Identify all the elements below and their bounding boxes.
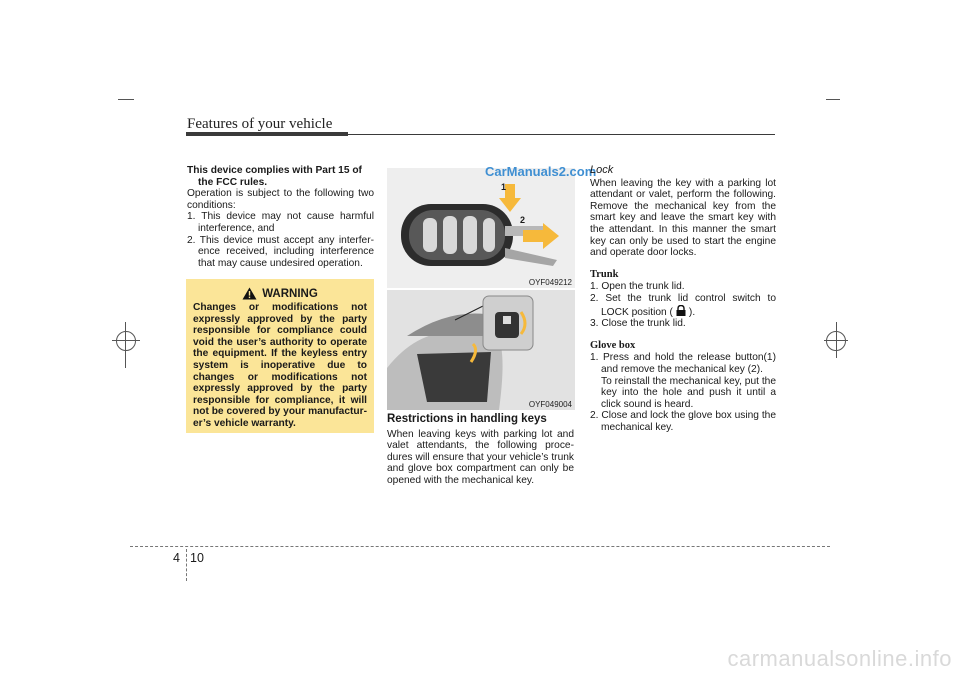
- section-heading: Restrictions in handling keys: [387, 413, 547, 425]
- crop-mark-top-right: [826, 99, 840, 100]
- trunk-step-3: 3. Close the trunk lid.: [590, 318, 686, 330]
- section-text: When leaving keys with parking lot and valet attendants, the following proce-dures will ensure that your vehicle’s trunk and glove box compartment can only be opened with the mechanical key.: [387, 428, 574, 486]
- page-number: 10: [190, 551, 204, 565]
- warning-box: [186, 279, 374, 433]
- fcc-statement-line1: This device complies with Part 15 of: [187, 165, 362, 176]
- header-rule: [186, 132, 348, 136]
- lock-heading: Lock: [590, 164, 614, 176]
- smart-key-figure: [387, 168, 575, 288]
- trunk-heading: Trunk: [590, 268, 619, 280]
- figure-code: OYF049004: [528, 400, 572, 409]
- footer-watermark: carmanualsonline.info: [727, 646, 952, 671]
- warning-header: [193, 287, 367, 300]
- reg-mark-left-circle: [116, 331, 136, 351]
- site-watermark: CarManuals2.com: [485, 164, 597, 179]
- glove-box-heading: Glove box: [590, 339, 636, 351]
- figure-callout-2: 2: [520, 215, 526, 225]
- trunk-figure: [387, 290, 575, 410]
- warning-text: Changes or modifications not expressly approved by the party responsible for compliance could void the user’s authority to operate the equipment. If the keyless entry system is inoperative due to changes or modifications not expressly approved by the party responsible for compliance, it will not be covered by your manufactur-er’s vehicle warranty.: [193, 302, 367, 429]
- smart-key-illustration: [387, 168, 575, 288]
- reg-mark-right-circle: [826, 331, 846, 351]
- warning-title: WARNING: [262, 287, 318, 300]
- trunk-illustration: [387, 290, 575, 410]
- column-right: [590, 165, 776, 433]
- glove-step-1: 1. Press and hold the release button(1) and remove the mechanical key (2).: [590, 352, 776, 375]
- fcc-statement-line2: the FCC rules.: [198, 176, 268, 188]
- footer-divider: [186, 549, 187, 581]
- fcc-condition-2: 2. This device must accept any interfer-ence received, including interference that may cause undesired operation.: [187, 234, 374, 269]
- lock-icon: [675, 305, 687, 316]
- lock-text: When leaving the key with a parking lot attendant or valet, perform the following. Remove the mechanical key from the smart key and leave the smart key with the attendant. In this manner the smart key can only be used to start the engine and operate door locks.: [590, 177, 776, 259]
- section-number: 4: [173, 551, 180, 565]
- footer-rule: [130, 546, 830, 547]
- fcc-condition-1: 1. This device may not cause harmful interference, and: [187, 211, 374, 234]
- column-middle: [387, 414, 574, 487]
- figure-callout-1: 1: [501, 182, 507, 192]
- glove-step-1-note: To reinstall the mechanical key, put the key into the hole and push it until a click sound is heard.: [601, 375, 776, 410]
- trunk-step-1: 1. Open the trunk lid.: [590, 281, 685, 293]
- page-header-title: Features of your vehicle: [187, 116, 333, 132]
- fcc-intro: Operation is subject to the following two conditions:: [187, 188, 374, 211]
- figure-code: OYF049212: [528, 278, 572, 287]
- header-rule-thin: [348, 134, 775, 135]
- glove-step-2: 2. Close and lock the glove box using the mechanical key.: [590, 410, 776, 433]
- warning-triangle-icon: [242, 287, 257, 300]
- column-left: [187, 165, 374, 269]
- crop-mark-top-left: [118, 99, 134, 100]
- trunk-step-2: 2. Set the trunk lid control switch to LOCK position ( ).: [590, 292, 776, 318]
